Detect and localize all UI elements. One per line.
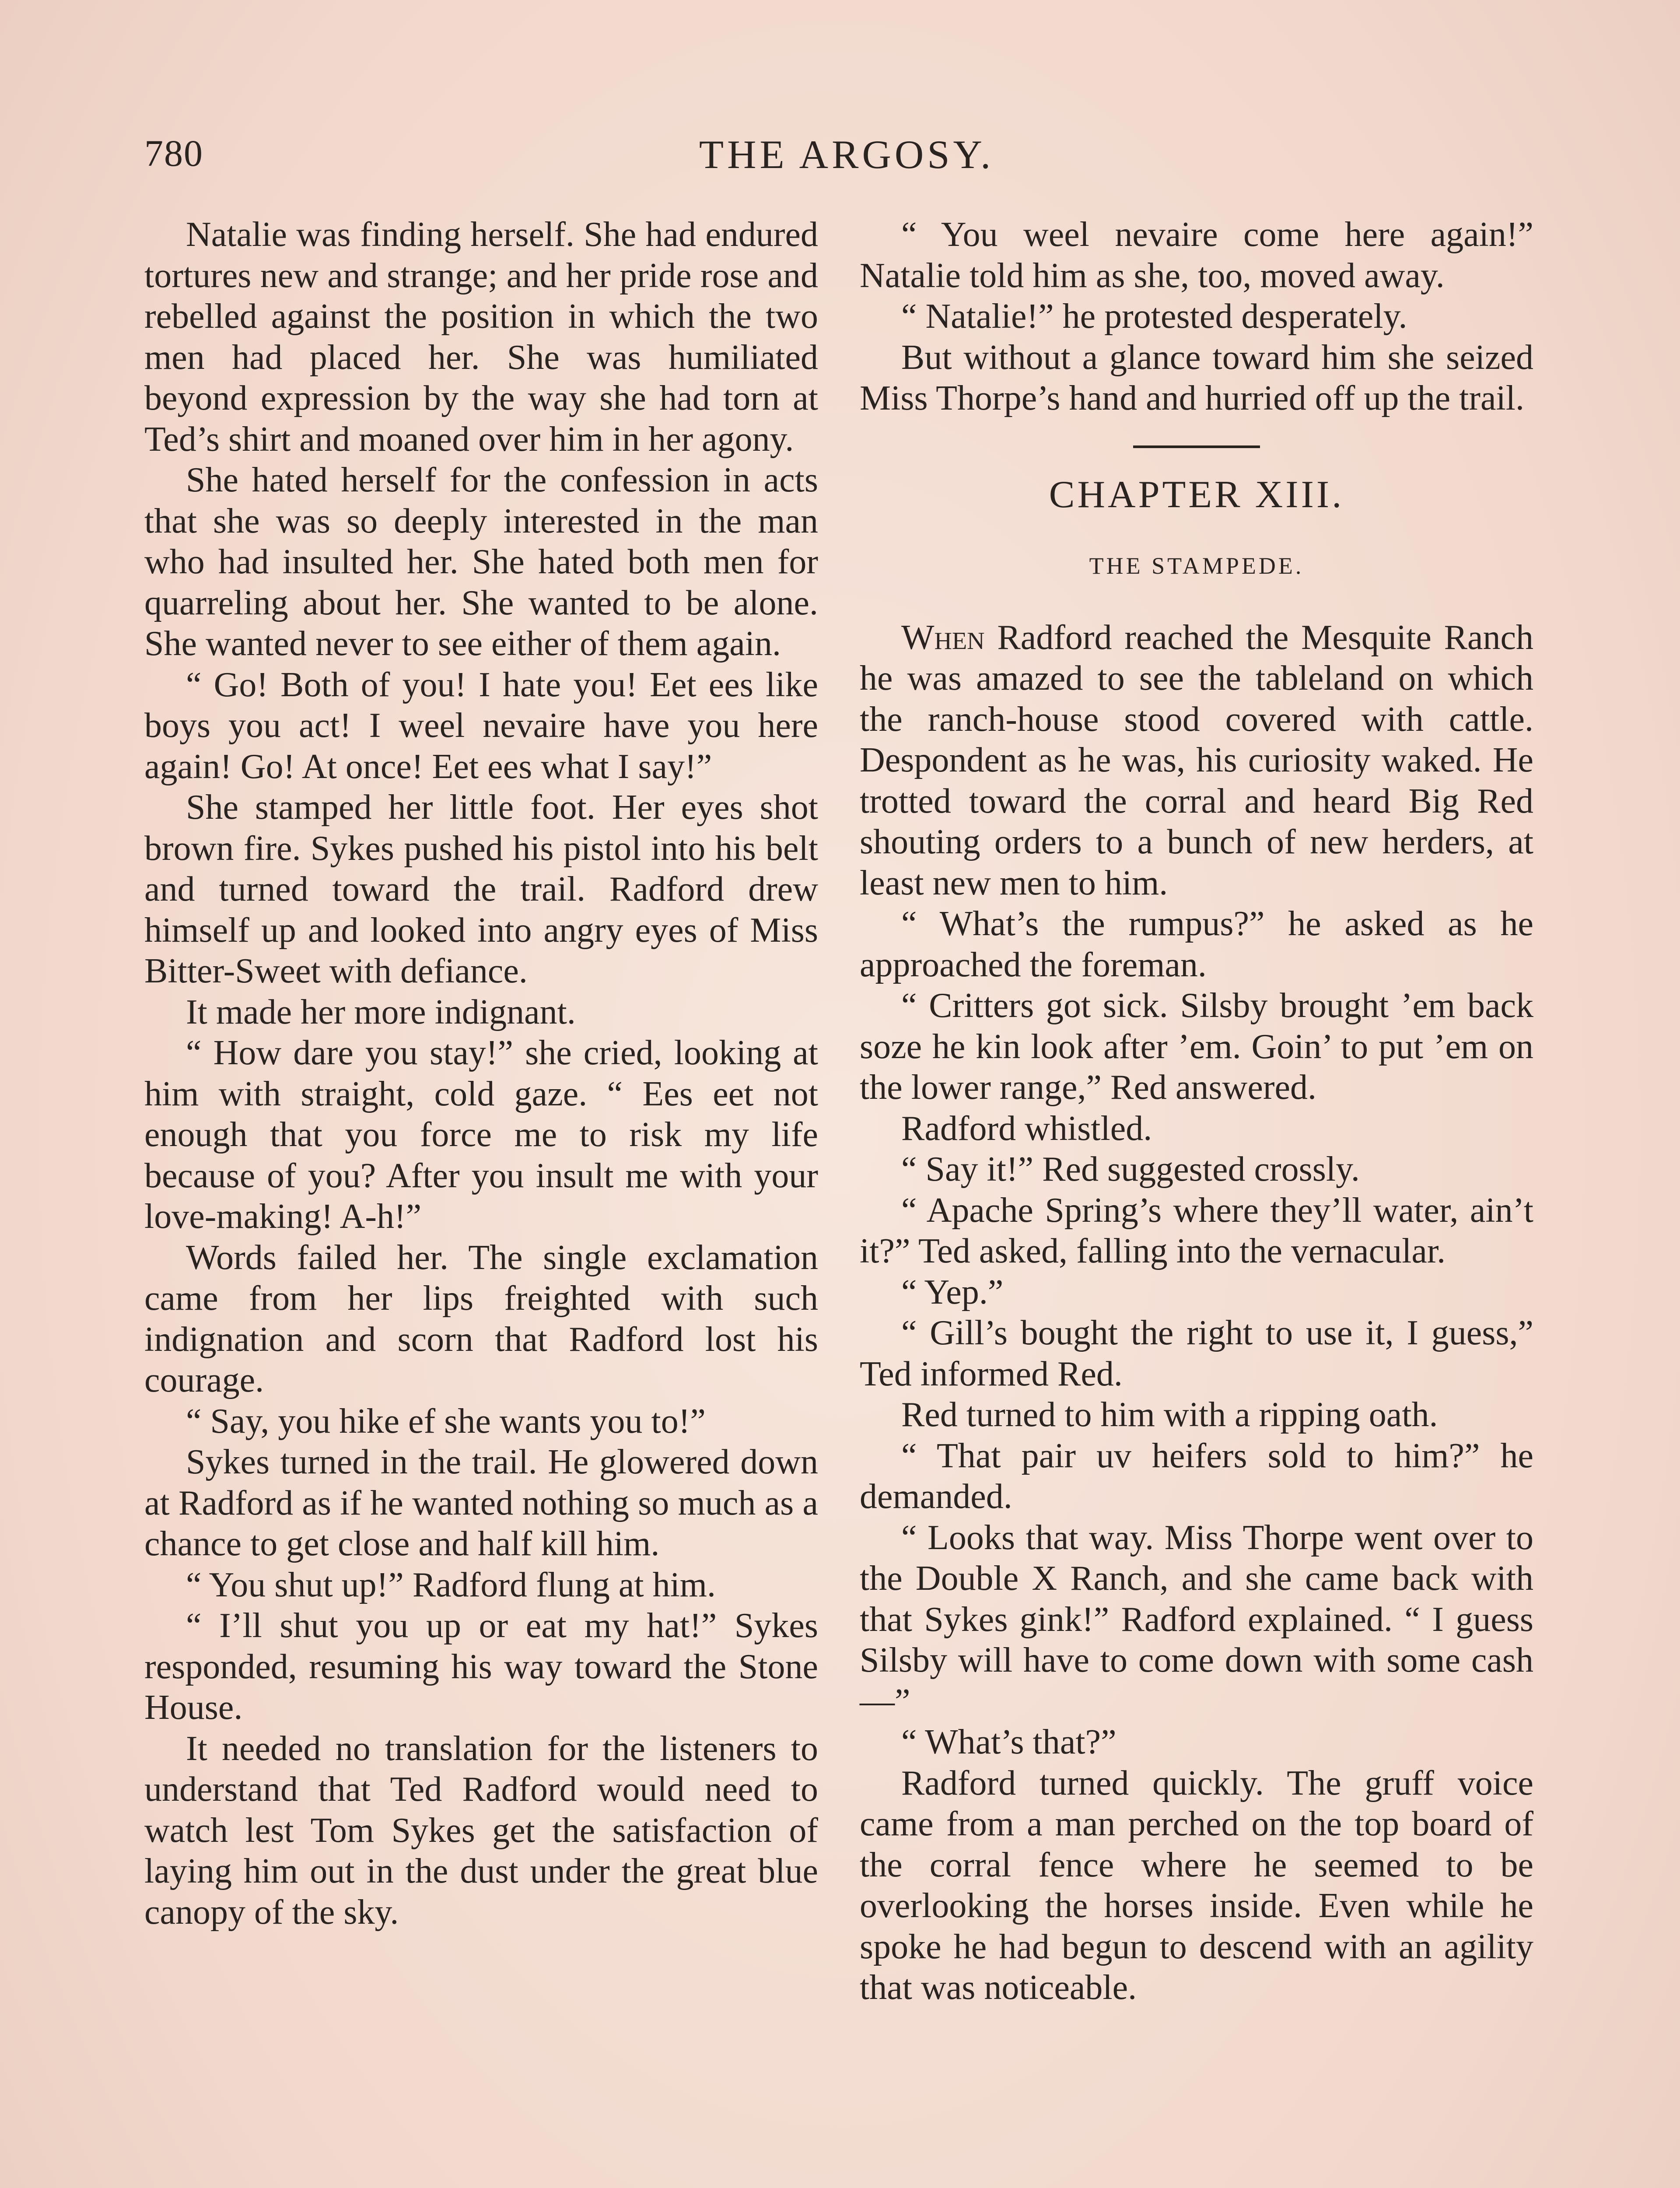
paragraph: “ Yep.” bbox=[901, 1273, 1004, 1311]
chapter-subtitle: THE STAMPEDE. bbox=[1089, 553, 1304, 579]
paragraph: Words failed her. The single exclamation came from her lips freighted with such indignation and scorn that Radford lost his courage. bbox=[144, 1238, 818, 1399]
paragraph: “ You weel nevaire come here again!” Natalie told him as she, too, moved away. bbox=[860, 215, 1533, 295]
paragraph: “ What’s the rumpus?” he asked as he approached the foreman. bbox=[860, 905, 1533, 984]
paragraph: “ That pair uv heifers sold to him?” he demanded. bbox=[860, 1436, 1533, 1516]
chapter-heading: CHAPTER XIII. bbox=[1049, 473, 1344, 516]
paragraph: Radford whistled. bbox=[901, 1109, 1152, 1148]
paragraph: “ How dare you stay!” she cried, looking at him with straight, cold gaze. “ Ees eet not enough that you force me to risk my life because of you? After you insult me with your love-making! A-h!” bbox=[144, 1034, 818, 1236]
paragraph: “ Critters got sick. Silsby brought ’em back soze he kin look after ’em. Goin’ to put ’em on the lower range,” Red answered. bbox=[860, 986, 1533, 1107]
paragraph: “ Apache Spring’s where they’ll water, ain’t it?” Ted asked, falling into the vernacular. bbox=[860, 1191, 1533, 1270]
chapter-opening-paragraph bbox=[860, 617, 1533, 904]
paragraph: She hated herself for the confession in acts that she was so deeply interested in the man who had insulted her. She hated both men for quarreling about her. She wanted to be alone. She wanted never to see either of them again. bbox=[144, 461, 818, 663]
opening-word: When bbox=[901, 618, 985, 657]
paragraph: “ Say it!” Red suggested crossly. bbox=[901, 1150, 1360, 1189]
paragraph: “ Say, you hike ef she wants you to!” bbox=[186, 1402, 706, 1441]
page-number: 780 bbox=[144, 132, 203, 174]
paragraph: “ I’ll shut you up or eat my hat!” Sykes responded, resuming his way toward the Stone House. bbox=[144, 1606, 818, 1727]
paragraph: “ You shut up!” Radford flung at him. bbox=[186, 1565, 716, 1604]
paragraph: “ What’s that?” bbox=[901, 1723, 1116, 1761]
paragraph: “ Gill’s bought the right to use it, I guess,” Ted informed Red. bbox=[860, 1314, 1533, 1393]
running-title: THE ARGOSY. bbox=[699, 132, 994, 177]
section-divider bbox=[1133, 445, 1260, 448]
paragraph: Natalie was finding herself. She had endured tortures new and strange; and her pride rose and rebelled against the position in which the two men had placed her. She was humiliated beyond expression by the way she had torn at Ted’s shirt and moaned over him in her agony. bbox=[144, 215, 818, 459]
right-column bbox=[860, 214, 1533, 2009]
paragraph: She stamped her little foot. Her eyes shot brown fire. Sykes pushed his pistol into his belt and turned toward the trail. Radford drew himself up and looked into angry eyes of Miss Bitter-Sweet with defiance. bbox=[144, 788, 818, 990]
paragraph: Sykes turned in the trail. He glowered down at Radford as if he wanted nothing so much as a chance to get close and half kill him. bbox=[144, 1443, 818, 1563]
paragraph: It needed no translation for the listeners to understand that Ted Radford would need to watch lest Tom Sykes get the satisfaction of laying him out in the dust under the great blue canopy of the sky. bbox=[144, 1729, 818, 1932]
opening-text: Radford reached the Mesquite Ranch he was amazed to see the tableland on which the ranch-house stood covered with cattle. Despondent as he was, his curiosity waked. He trotted toward the corral and heard Big Red shouting orders to a bunch of new herders, at least new men to him. bbox=[860, 618, 1533, 902]
paragraph: “ Looks that way. Miss Thorpe went over to the Double X Ranch, and she came back with that Sykes gink!” Radford explained. “ I guess Silsby will have to come down with some cash—” bbox=[860, 1518, 1533, 1721]
paragraph: “ Natalie!” he protested desperately. bbox=[901, 297, 1407, 336]
paragraph: It made her more indignant. bbox=[186, 992, 576, 1031]
paragraph: “ Go! Both of you! I hate you! Eet ees like boys you act! I weel nevaire have you here again! Go! At once! Eet ees what I say!” bbox=[144, 665, 818, 786]
paragraph: Red turned to him with a ripping oath. bbox=[901, 1396, 1438, 1434]
page-header bbox=[144, 131, 1549, 193]
left-column bbox=[144, 214, 818, 1933]
paragraph: Radford turned quickly. The gruff voice came from a man perched on the top board of the corral fence where he seemed to be overlooking the horses inside. Even while he spoke he had begun to descend with an agility that was noticeable. bbox=[860, 1764, 1533, 2007]
paragraph: But without a glance toward him she seized Miss Thorpe’s hand and hurried off up the trail. bbox=[860, 338, 1533, 417]
